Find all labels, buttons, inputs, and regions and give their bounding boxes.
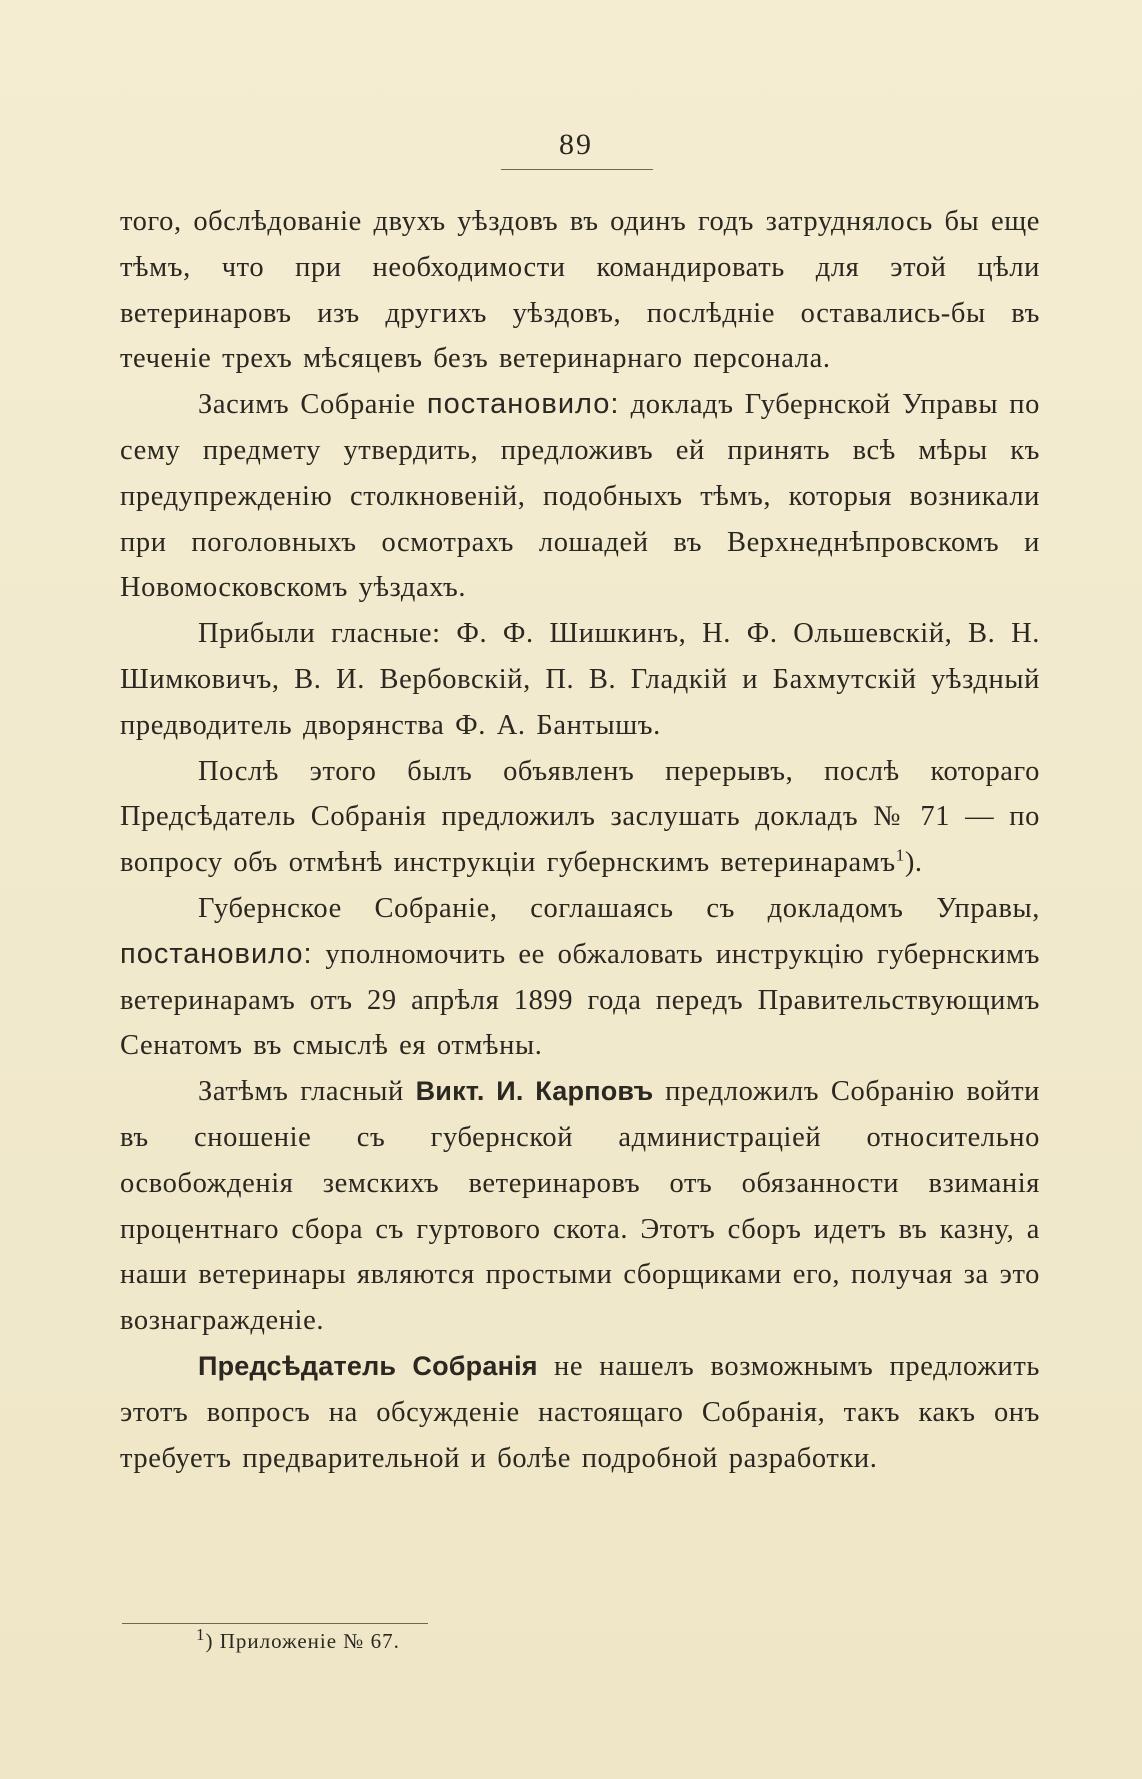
page-number: 89: [559, 128, 593, 161]
paragraph-5-start: Губернское Собраніе, соглашаясь съ докладомъ Управы,: [198, 892, 1040, 924]
paragraph-2-start: Засимъ Собраніе: [198, 389, 427, 421]
paragraph-4: [120, 749, 1040, 886]
paragraph-4-end: ).: [904, 847, 923, 879]
paragraph-4-text: Послѣ этого былъ объявленъ перерывъ, послѣ котораго Предсѣдатель Собранія предложилъ заслушать докладъ № 71 — по вопросу объ отмѣнѣ инструкціи губернскимъ ветеринарамъ: [120, 755, 1040, 879]
footnote-ref: 1: [895, 845, 905, 865]
footnote-rule: [122, 1623, 428, 1624]
paragraph-2-rest: докладъ Губернской Управы по сему предмету утвердить, предложивъ ей принять всѣ мѣры къ предупрежденію столкновеній, подобныхъ тѣмъ, которыя возникали при поголовныхъ осмотрахъ лошадей въ Верхнеднѣпровскомъ и Новомосковскомъ уѣздахъ.: [120, 389, 1040, 604]
paragraph-2: [120, 382, 1040, 611]
paragraph-5-rest: уполномочить ее обжаловать инструкцію губернскимъ ветеринарамъ отъ 29 апрѣля 1899 года передъ Правительствующимъ Сенатомъ въ смыслѣ ея отмѣны.: [120, 938, 1040, 1062]
paragraph-6-rest: предложилъ Собранію войти въ сношеніе съ губернской администраціей относительно освобожденія земскихъ ветеринаровъ отъ обязанности взиманія процентнаго сбора съ гуртового скота. Этотъ сборъ идетъ въ казну, а наши ветеринары являются простыми сборщиками его, получая за это вознагражденіе.: [120, 1076, 1040, 1337]
speaker-name: Викт. И. Карповъ: [415, 1076, 654, 1107]
page-number-rule: [501, 169, 653, 170]
footnote: [196, 1625, 400, 1654]
paragraph-7: [120, 1344, 1040, 1481]
paragraph-1: того, обслѣдованіе двухъ уѣздовъ въ одинъ годъ затруднялось бы еще тѣмъ, что при необходимости командировать для этой цѣли ветеринаровъ изъ другихъ уѣздовъ, послѣдніе оставались-бы въ теченіе трехъ мѣсяцевъ безъ ветеринарнаго персонала.: [120, 206, 1040, 375]
footnote-marker: 1: [196, 1625, 206, 1644]
body-text: [120, 199, 1040, 1481]
resolution-keyword: постановило:: [120, 937, 313, 970]
chairman-name: Предсѣдатель Собранія: [198, 1350, 538, 1381]
paragraph-7-rest: не нашелъ возможнымъ предложить этотъ вопросъ на обсужденіе настоящаго Собранія, такъ какъ онъ требуетъ предварительной и болѣе подробной разработки.: [120, 1350, 1040, 1474]
paragraph-3: Прибыли гласные: Ф. Ф. Шишкинъ, Н. Ф. Ольшевскій, В. Н. Шимковичъ, В. И. Вербовскій, П. В. Гладкій и Бахмутскій уѣздный предводитель дворянства Ф. А. Бантышъ.: [120, 618, 1040, 741]
footnote-text: ) Приложеніе № 67.: [205, 1629, 400, 1653]
paragraph-6: [120, 1069, 1040, 1344]
resolution-keyword: постановило:: [426, 388, 620, 421]
paragraph-6-start: Затѣмъ гласный: [198, 1076, 416, 1108]
paragraph-5: [120, 886, 1040, 1069]
